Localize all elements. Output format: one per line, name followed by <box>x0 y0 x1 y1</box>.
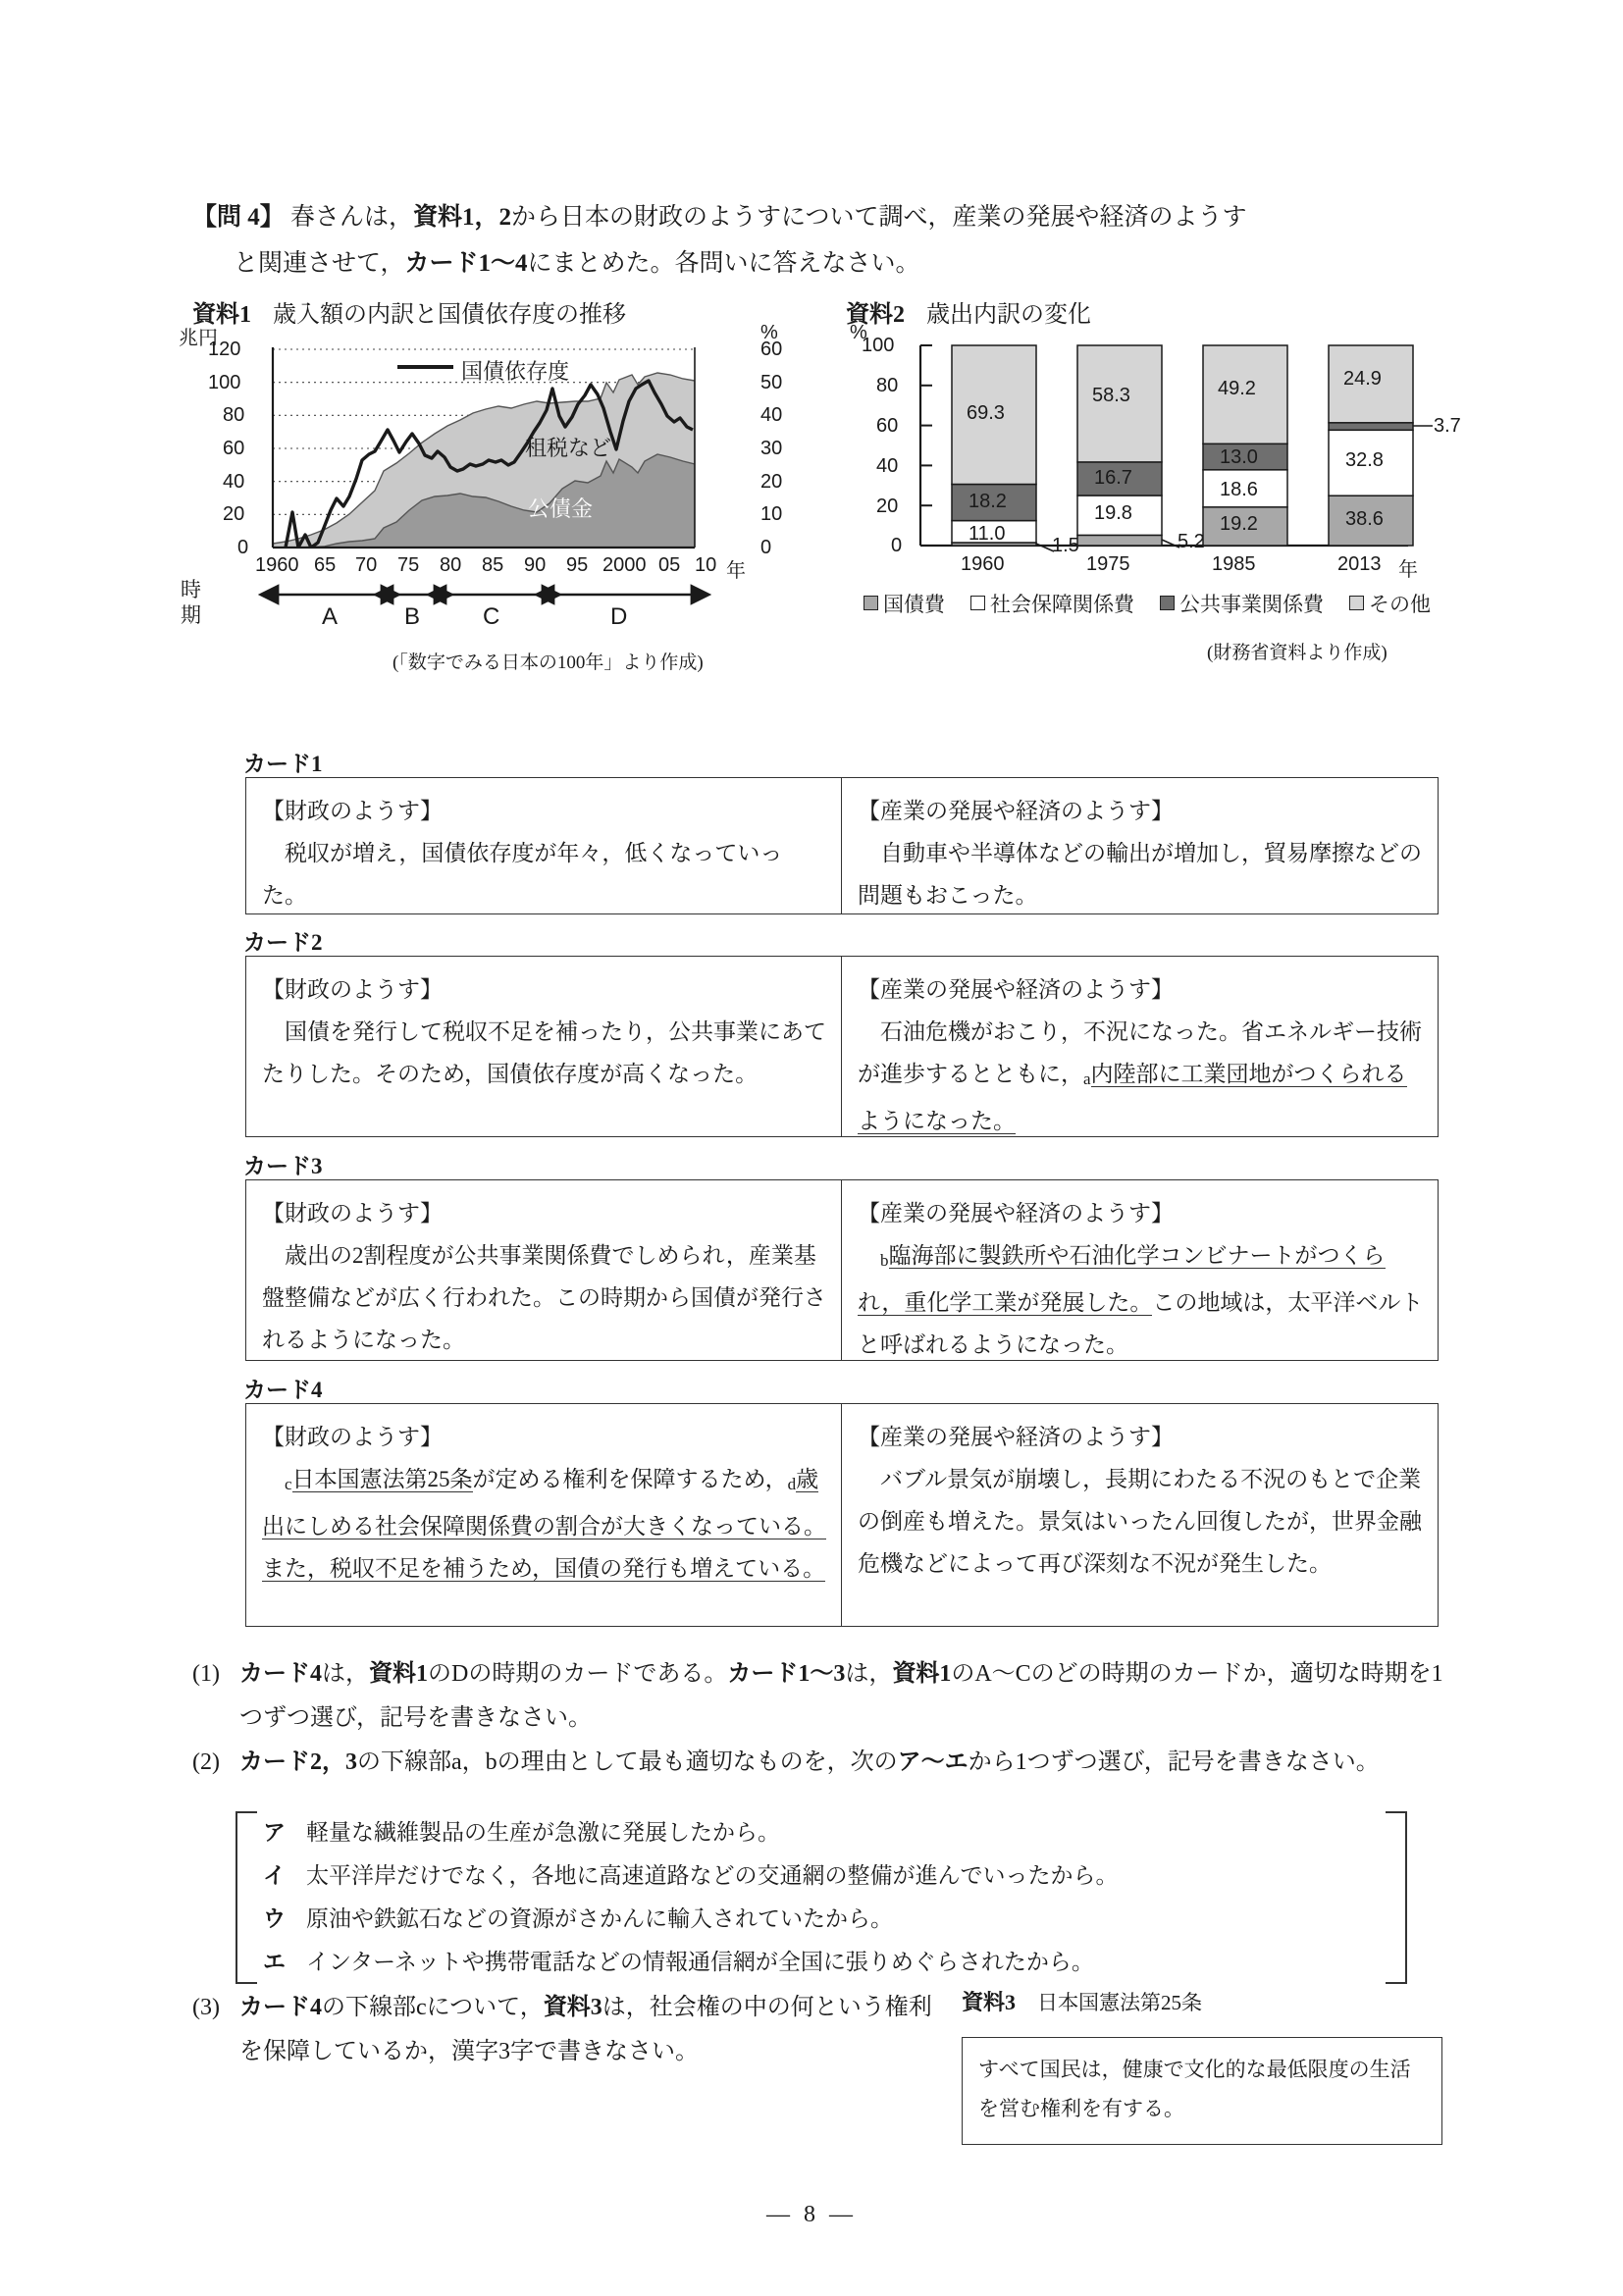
legend-swatch-sonota <box>1349 596 1364 610</box>
fig1-ytick-80: 80 <box>223 404 245 426</box>
q1-p4: カード1～3 <box>727 1661 846 1687</box>
choice-i-text: 太平洋岸だけでなく，各地に高速道路などの交通網の整備が進んでいったから。 <box>306 1863 1119 1888</box>
choice-e-text: インターネットや携帯電話などの情報通信網が全国に張りめぐらされたから。 <box>306 1950 1094 1974</box>
choice-u <box>263 1898 1401 1941</box>
fig2-ytick-100: 100 <box>862 335 895 356</box>
source2-credit: (財務省資料より作成) <box>1207 643 1387 663</box>
card3-box <box>245 1179 1439 1361</box>
fig2-label-1985-sonota: 49.2 <box>1218 378 1256 399</box>
question-line2-b: にまとめた。各問いに答えなさい。 <box>527 250 920 277</box>
legend-label-koukyou: 公共事業関係費 <box>1179 593 1324 616</box>
question-3-number: (3) <box>192 1995 220 2020</box>
question-line1-a: 春さんは， <box>290 204 414 231</box>
card3-right-head: 【産業の発展や経済のようす】 <box>858 1201 1174 1226</box>
card2-left-cell <box>246 957 842 1136</box>
card3-left-cell <box>246 1180 842 1360</box>
source2-chart <box>844 322 1461 618</box>
fig2-ytick-40: 40 <box>876 455 899 477</box>
fig1-line-legend-label: 国債依存度 <box>461 359 570 384</box>
choice-u-text: 原油や鉄鉱石などの資源がさかんに輸入されていたから。 <box>306 1906 893 1931</box>
fig1-xtick-10: 10 <box>695 554 717 576</box>
page-number: — 8 — <box>766 2202 857 2227</box>
fig2-label-1975-sonota: 58.3 <box>1092 385 1130 406</box>
question-1 <box>192 1652 1458 1741</box>
question-1-number: (1) <box>192 1661 220 1687</box>
q1-p7: のA～Cのどの時期のカードか，適切な時期を1つずつ選び，記号を書きなさい。 <box>239 1661 1443 1731</box>
card3-left-head: 【財政のようす】 <box>262 1201 443 1226</box>
fig1-ytick-20: 20 <box>223 503 245 525</box>
source3-label-text: 資料3 <box>962 1990 1017 2014</box>
legend-label-sonota: その他 <box>1369 593 1431 616</box>
fig1-period-b: B <box>404 603 421 630</box>
card2-right-underline: 内陸部に工業団地がつくられるようになった。 <box>858 1062 1407 1133</box>
choice-a-text: 軽量な繊維製品の生産が急激に発展したから。 <box>306 1820 780 1845</box>
fig2-label-2013-shakai: 32.8 <box>1345 449 1384 471</box>
question-line2-bold: カード1～4 <box>404 250 528 277</box>
source3-title: 日本国憲法第25条 <box>1037 1991 1203 2014</box>
q2-p1: の下線部a，bの理由として最も適切なものを，次の <box>357 1749 898 1775</box>
card1-left-body: 税収が増え，国債依存度が年々，低くなっていった。 <box>262 841 783 908</box>
question-2-number: (2) <box>192 1749 220 1775</box>
card4-left-body <box>262 1458 827 1590</box>
fig1-y2tick-20: 20 <box>760 471 783 493</box>
card4-underline-1: 日本国憲法第25条 <box>291 1467 473 1491</box>
q1-p3: のDの時期のカードである。 <box>428 1661 728 1687</box>
card2-title: カード2 <box>243 930 323 955</box>
card1-left-head: 【財政のようす】 <box>262 799 443 823</box>
fig2-ytick-80: 80 <box>876 375 899 396</box>
question-2 <box>192 1741 1458 1785</box>
card4-box <box>245 1403 1439 1627</box>
fig2-label-1960-koukyou: 18.2 <box>969 491 1007 512</box>
choice-e-kana: エ <box>263 1950 286 1974</box>
fig2-y-unit: % <box>850 322 867 343</box>
card2-left-body: 国債を発行して税収不足を補ったり，公共事業にあてたりした。そのため，国債依存度が高くなった。 <box>262 1019 826 1086</box>
card2-right-head: 【産業の発展や経済のようす】 <box>858 977 1174 1002</box>
fig1-xtick-95: 95 <box>566 554 589 576</box>
choices-list <box>263 1811 1401 1984</box>
fig2-label-2013-sonota: 24.9 <box>1343 368 1382 390</box>
choice-a-kana: ア <box>263 1820 286 1845</box>
fig1-xtick-1960: 1960 <box>255 554 299 576</box>
fig2-label-1975-kokusai: 5.2 <box>1178 531 1205 552</box>
fig2-xtick-1985: 1985 <box>1212 553 1256 575</box>
fig1-period-d: D <box>610 603 628 630</box>
question-1-text <box>192 1652 1458 1741</box>
card2-right-pre: 石油危機がおこり，不況になった。省エネルギー技術が進歩するとともに， <box>858 1019 1422 1086</box>
card1-left-cell <box>246 778 842 913</box>
source2-legend <box>864 589 1431 618</box>
q1-p0: カード4 <box>239 1661 322 1687</box>
question-2-text <box>192 1741 1458 1785</box>
legend-label-kokusai: 国債費 <box>883 593 945 616</box>
fig1-ytick-60: 60 <box>223 438 245 459</box>
card2-box <box>245 956 1439 1137</box>
fig2-label-2013-kokusai: 38.6 <box>1345 508 1384 530</box>
card3-left-body: 歳出の2割程度が公共事業関係費でしめられ，産業基盤整備などが広く行われた。この時期から国債が発行されるようになった。 <box>262 1243 826 1352</box>
legend-swatch-kokusai <box>864 596 878 610</box>
fig1-period-c: C <box>483 603 500 630</box>
legend-label-shakai: 社会保障関係費 <box>990 593 1134 616</box>
card2-right-body <box>858 1011 1424 1142</box>
card4-title: カード4 <box>243 1378 323 1402</box>
fig1-xtick-2000: 2000 <box>602 554 647 576</box>
q3-p0: カード4 <box>239 1995 322 2020</box>
question-line2 <box>192 240 1458 287</box>
q1-p2: 資料1 <box>369 1661 428 1687</box>
fig2-label-1960-kokusai: 1.5 <box>1052 535 1079 556</box>
fig2-ytick-0: 0 <box>891 535 903 556</box>
question-3-text <box>192 1986 948 2074</box>
q3-p1: の下線部cについて， <box>322 1995 544 2020</box>
fig1-y2tick-60: 60 <box>760 339 783 360</box>
fig2-label-1985-kokusai: 19.2 <box>1220 513 1258 535</box>
choice-u-kana: ウ <box>263 1906 286 1931</box>
card4-right-body: バブル景気が崩壊し，長期にわたる不況のもとで企業の倒産も増えた。景気はいったん回復したが，世界金融危機などによって再び深刻な不況が発生した。 <box>858 1467 1422 1576</box>
fig1-y2tick-30: 30 <box>760 438 783 459</box>
source3-box <box>962 2037 1442 2145</box>
choices-bracket-left <box>236 1811 257 1984</box>
choice-i <box>263 1854 1401 1898</box>
fig1-xtick-75: 75 <box>397 554 420 576</box>
source2-title: 歳出内訳の変化 <box>926 302 1091 328</box>
card4-mark-d: d <box>787 1475 797 1493</box>
fig1-ytick-0: 0 <box>237 537 249 558</box>
source1-label-text: 資料1 <box>192 302 251 328</box>
fig2-label-1985-koukyou: 13.0 <box>1220 446 1258 468</box>
fig1-y2-unit: % <box>760 322 778 343</box>
fig2-xtick-1975: 1975 <box>1086 553 1130 575</box>
fig2-xtick-1960: 1960 <box>961 553 1005 575</box>
source3-label <box>962 1986 1202 2016</box>
fig1-y2tick-50: 50 <box>760 372 783 393</box>
card4-left-mid: が定める権利を保障するため， <box>472 1467 788 1491</box>
legend-swatch-koukyou <box>1160 596 1175 610</box>
card1-right-body: 自動車や半導体などの輸出が増加し，貿易摩擦などの問題もおこった。 <box>858 841 1422 908</box>
fig1-y2tick-40: 40 <box>760 404 783 426</box>
fig1-y2tick-10: 10 <box>760 503 783 525</box>
choice-i-kana: イ <box>263 1863 286 1888</box>
fig2-label-1985-shakai: 18.6 <box>1220 479 1258 500</box>
fig1-xtick-70: 70 <box>355 554 378 576</box>
fig1-x-unit: 年 <box>726 560 746 582</box>
choice-a <box>263 1811 1401 1854</box>
question-heading <box>192 194 1458 287</box>
fig1-ytick-120: 120 <box>208 339 241 360</box>
fig2-x-unit: 年 <box>1398 559 1418 581</box>
q1-p5: は， <box>845 1661 893 1687</box>
card4-mark-c: c <box>285 1475 292 1493</box>
source1-credit: (「数字でみる日本の100年」より作成) <box>393 652 704 673</box>
source1-chart <box>179 322 795 630</box>
q2-p3: から1つずつ選び，記号を書きなさい。 <box>968 1749 1380 1775</box>
card4-right-cell <box>842 1404 1438 1626</box>
q3-p2: 資料3 <box>543 1995 602 2020</box>
fig1-xtick-80: 80 <box>440 554 462 576</box>
fig1-xtick-05: 05 <box>658 554 681 576</box>
card4-right-head: 【産業の発展や経済のようす】 <box>858 1425 1174 1449</box>
card3-mark-b: b <box>880 1251 889 1270</box>
fig1-area-upper-label: 租税など <box>525 436 612 460</box>
q3-p3: は，社会権の中の何という権利を保障しているか，漢字3字で書きなさい。 <box>239 1995 932 2064</box>
fig1-period-a: A <box>322 603 339 630</box>
card1-right-cell <box>842 778 1438 913</box>
fig2-label-1975-koukyou: 16.7 <box>1094 467 1132 489</box>
legend-swatch-shakai <box>970 596 985 610</box>
card3-right-post: この地域は，太平洋ベルトと呼ばれるようになった。 <box>858 1290 1424 1357</box>
fig1-area-lower-label: 公債金 <box>528 496 594 521</box>
source1-title: 歳入額の内訳と国債依存度の推移 <box>273 302 626 328</box>
q2-p2: ア～エ <box>897 1749 969 1775</box>
fig2-label-1975-shakai: 19.8 <box>1094 502 1132 524</box>
card4-left-cell <box>246 1404 842 1626</box>
fig2-label-1960-sonota: 69.3 <box>967 402 1005 424</box>
question-line1-b: から日本の財政のようすについて調べ，産業の発展や経済のようす <box>511 204 1247 231</box>
question-marker: 【問 4】 <box>192 204 285 231</box>
fig2-ytick-60: 60 <box>876 415 899 437</box>
fig2-label-2013-koukyou: 3.7 <box>1434 415 1461 437</box>
fig2-label-1960-shakai: 11.0 <box>969 523 1006 545</box>
fig1-y2tick-0: 0 <box>760 537 772 558</box>
card2-mark-a: a <box>1083 1070 1091 1088</box>
fig1-period-label: 時期 <box>181 578 201 627</box>
card4-left-head: 【財政のようす】 <box>262 1425 443 1449</box>
card2-right-cell <box>842 957 1438 1136</box>
fig1-ytick-40: 40 <box>223 471 245 493</box>
q1-p1: は， <box>322 1661 369 1687</box>
card3-title: カード3 <box>243 1154 323 1178</box>
source2-label-text: 資料2 <box>846 302 905 328</box>
card1-right-head: 【産業の発展や経済のようす】 <box>858 799 1174 823</box>
question-line2-a: と関連させて， <box>234 250 405 277</box>
fig1-y-unit: 兆円 <box>179 328 218 349</box>
card4-underline-2: 歳出にしめる社会保障関係費の割合が大きくなっている。また，税収不足を補うため，国債の発行も増えている。 <box>262 1467 826 1581</box>
card2-left-head: 【財政のようす】 <box>262 977 443 1002</box>
fig2-ytick-20: 20 <box>876 496 899 517</box>
fig1-xtick-90: 90 <box>524 554 547 576</box>
fig2-xtick-2013: 2013 <box>1337 553 1382 575</box>
fig1-ytick-100: 100 <box>208 372 241 393</box>
card1-box <box>245 777 1439 914</box>
card3-right-cell <box>842 1180 1438 1360</box>
fig1-xtick-65: 65 <box>314 554 337 576</box>
card3-right-underline: 臨海部に製鉄所や石油化学コンビナートがつくられ，重化学工業が発展した。 <box>858 1243 1386 1315</box>
fig1-xtick-85: 85 <box>482 554 504 576</box>
q2-p0: カード2，3 <box>239 1749 357 1775</box>
question-line1-bold: 資料1，2 <box>413 204 512 231</box>
question-3 <box>192 1986 948 2074</box>
card1-title: カード1 <box>243 752 323 776</box>
q1-p6: 資料1 <box>892 1661 952 1687</box>
source3-body: すべて国民は，健康で文化的な最低限度の生活を営む権利を有する。 <box>978 2058 1411 2120</box>
card3-right-body <box>858 1234 1424 1366</box>
choice-e <box>263 1941 1401 1984</box>
